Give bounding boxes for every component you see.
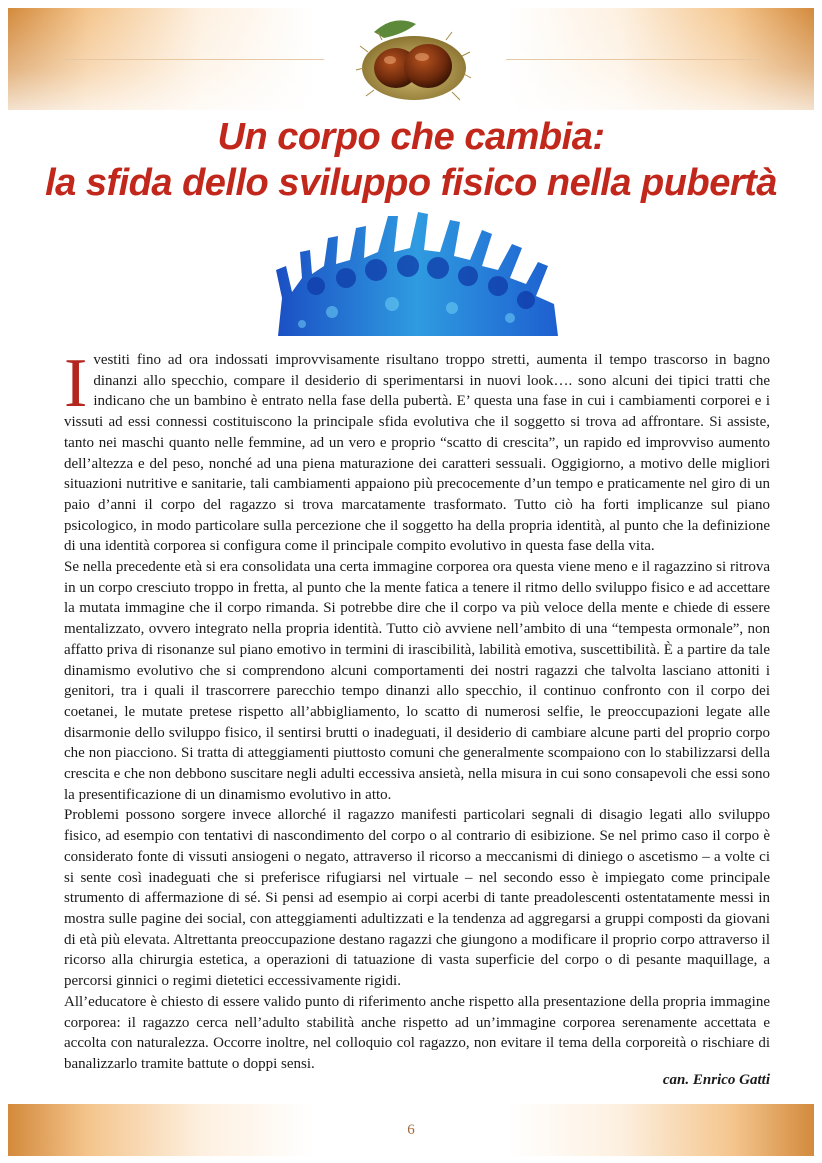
article-paragraph: Ivestiti fino ad ora indossati improvvisamente risultano troppo stretti, aumenta il tempo trascorso in bagno dinanzi allo specchio, compare il desiderio di sperimentarsi in nuovi look…. sono alcuni dei tipici tratti che indicano che un bambino è entrato nella fase della pubertà. E’ questa una fase in cui i cambiamenti corporei e i vissuti ad essi connessi costituiscono la principale sfida evolutiva che il soggetto si trova ad affrontare. Si assiste, tanto nei maschi quanto nelle femmine, ad un vero e proprio “scatto di crescita”, un rapido ed improvviso aumento dell’altezza e del peso, nonché ad una piena maturazione dei caratteri sessuali. Oggigiorno, a motivo delle migliori situazioni nutritive e sanitarie, tali cambiamenti appaiono più precocemente d’un tempo e praticamente nel giro di un paio d’anni il corpo del ragazzo si trova marcatamente trasformato. Tutto ciò ha forti implicanze sul piano psicologico, in modo particolare sulla percezione che il soggetto ha della propria identità, al punto che la definizione di una identità corporea si configura come il principale compito evolutivo in questa fase della vita. xyxy=(64,345,770,555)
article-paragraph: All’educatore è chiesto di essere valido punto di riferimento anche rispetto alla presentazione della propria immagine corporea: il ragazzo cerca nell’adulto stabilità anche rispetto ad un’immagine corporea serenamente accettata e accolta con naturalezza. Occorre inoltre, nel colloquio col ragazzo, non evitare il tema della corporeità o rischiare di banalizzarlo tramite battute o doppi sensi. xyxy=(64,993,770,1072)
author-signature: can. Enrico Gatti xyxy=(662,1072,770,1088)
header-rule-right xyxy=(506,59,768,60)
page-title-line-1: Un corpo che cambia: xyxy=(217,116,605,158)
crowd-illustration xyxy=(272,208,564,342)
article-paragraph: Problemi possono sorgere invece allorché il ragazzo manifesti particolari segnali di disagio legati allo sviluppo fisico, ad esempio con tentativi di nascondimento del corpo o al contrario di esibizione. Se nel primo caso il corpo è considerato fonte di vissuti ansiogeni o negato, attraverso il ricorso a meccanismi di diniego o ascetismo – a volte ci si sente così inadeguati che si preferisce rifugiarsi nel virtuale – nel secondo esso è impiegato come principale strumento di affermazione di sé. Si pensi ad esempio ai corpi acerbi di tante preadolescenti ostentatamente messi in mostra sulle pagine dei social, con atteggiamenti adultizzati e la tendenza ad aggregarsi a gruppi composti da giovani di età più elevata. Altrettanta preoccupazione destano ragazzi che giungono a modificare il proprio corpo attraverso il ricorso alla chirurgia estetica, a operazioni di tatuazione di vasta superficie del corpo o di pesante maquillage, a percorsi ginnici o regimi dietetici eccessivamente rigidi. xyxy=(64,807,770,990)
drop-cap: I xyxy=(64,345,88,422)
page-title-line-2: la sfida dello sviluppo fisico nella pubertà xyxy=(45,162,777,204)
page-number: 6 xyxy=(407,1122,415,1138)
chestnut-logo xyxy=(354,12,472,104)
article-paragraph: Se nella precedente età si era consolidata una certa immagine corporea ora questa viene meno e il ragazzino si ritrova in un corpo cresciuto troppo in fretta, al punto che la mente fatica a tenere il ritmo dello sviluppo fisico e ad accettare la mutata immagine che il corpo rimanda. Si potrebbe dire che il corpo va più veloce della mente e chiede di essere mentalizzato, ovvero integrato nella propria identità. Tutto ciò avviene nell’ambito di una “tempesta ormonale”, non affatto priva di risonanze sul piano emotivo in termini di irascibilità, labilità emotiva, suscettibilità. È a partire da tale dinamismo evolutivo che si comprendono alcuni comportamenti dei nostri ragazzi che talvolta lasciano attoniti i genitori, tra i quali il trascorrere parecchio tempo dinanzi allo specchio, il continuo confronto con il corpo dei coetanei, le mutate pretese rispetto all’abbigliamento, lo scatto di numerosi selfie, le preoccupazioni legate alle disarmonie dello sviluppo fisico, il sentirsi brutti o inadeguati, il desiderio di cambiare alcune parti del proprio corpo che non piacciono. Si tratta di atteggiamenti piuttosto comuni che generalmente scompaiono con lo stabilizzarsi della crescita e che non debbono suscitare negli adulti eccessiva ansietà, nella misura in cui sono consapevoli che essi sono la presentificazione di un dinamismo evolutivo in atto. xyxy=(64,559,770,803)
article-body xyxy=(64,345,770,1075)
header-rule-left xyxy=(64,59,324,60)
